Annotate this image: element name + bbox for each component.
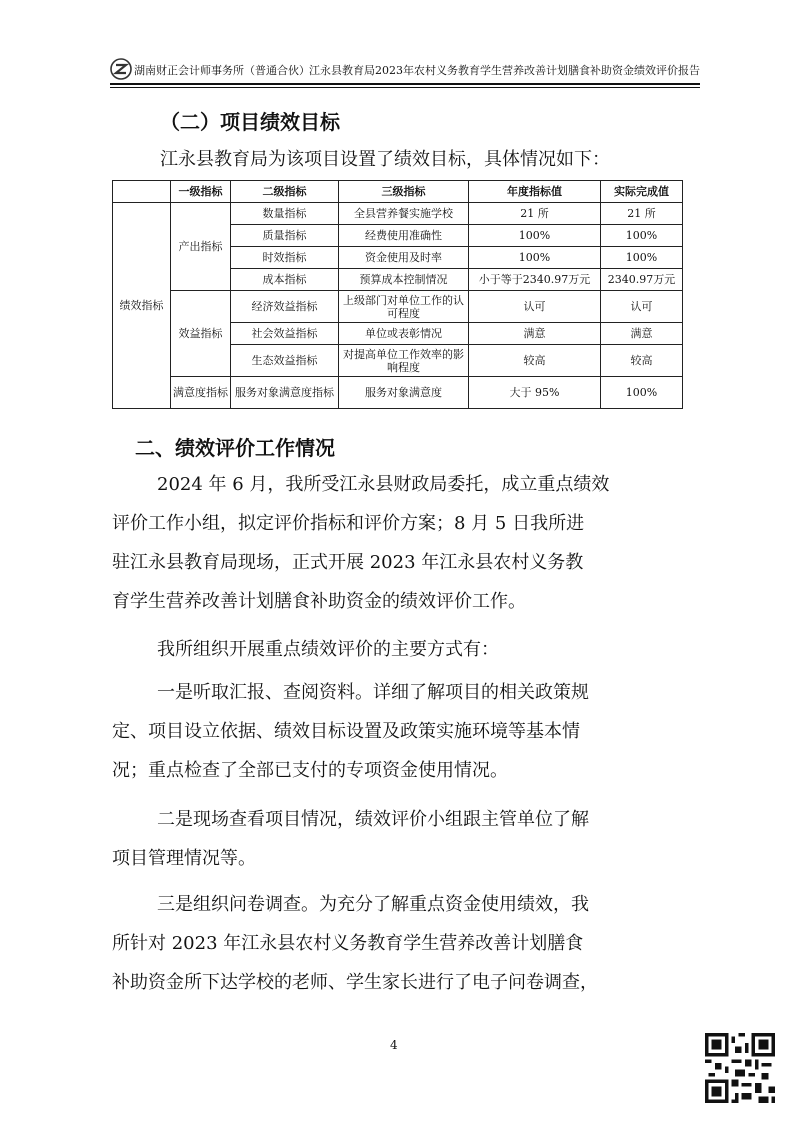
category-cell: 效益指标 — [171, 291, 231, 377]
paragraph-2: 我所组织开展重点绩效评价的主要方式有： — [157, 639, 499, 660]
table-header: 三级指标 — [339, 181, 469, 203]
table-cell: 预算成本控制情况 — [339, 269, 469, 291]
paragraph-4: 二是现场查看项目情况，绩效评价小组跟主管单位了解 项目管理情况等。 — [112, 809, 589, 869]
table-cell: 对提高单位工作效率的影响程度 — [339, 345, 469, 377]
table-header: 二级指标 — [231, 181, 339, 203]
table-cell: 单位或表彰情况 — [339, 323, 469, 345]
table-cell: 较高 — [601, 345, 683, 377]
table-row — [113, 377, 683, 409]
table-cell: 满意 — [469, 323, 601, 345]
table-cell: 认可 — [601, 291, 683, 323]
table-cell: 服务对象满意度 — [339, 377, 469, 409]
table-cell: 100% — [469, 225, 601, 247]
table-cell: 经费使用准确性 — [339, 225, 469, 247]
table-cell: 时效指标 — [231, 247, 339, 269]
table-cell: 100% — [601, 377, 683, 409]
table-cell: 21 所 — [601, 203, 683, 225]
section-heading-goals: （二）项目绩效目标 — [160, 110, 340, 134]
table-corner-cell — [113, 181, 171, 203]
table-cell: 满意 — [601, 323, 683, 345]
table-header-row — [113, 181, 683, 203]
table-cell: 小于等于2340.97万元 — [469, 269, 601, 291]
table-cell: 21 所 — [469, 203, 601, 225]
table-cell: 100% — [601, 247, 683, 269]
table-cell: 大于 95% — [469, 377, 601, 409]
paragraph-5: 三是组织问卷调查。为充分了解重点资金使用绩效，我 所针对 2023 年江永县农村义务教育学生营养改善计划膳食 补助资金所下达学校的老师、学生家长进行了电子问卷调查， — [112, 894, 598, 993]
page-header — [110, 58, 700, 82]
table-cell: 2340.97万元 — [601, 269, 683, 291]
table-header: 实际完成值 — [601, 181, 683, 203]
table-cell: 较高 — [469, 345, 601, 377]
table-cell: 服务对象满意度指标 — [231, 377, 339, 409]
table-header: 一级指标 — [171, 181, 231, 203]
paragraph-1: 2024 年 6 月，我所受江永县财政局委托，成立重点绩效 评价工作小组，拟定评价指标和评价方案；8 月 5 日我所进 驻江永县教育局现场，正式开展 2023 年江永县农村义务教 育学生营养改善计划膳食补助资金的绩效评价工作。 — [112, 474, 610, 612]
table-cell: 100% — [469, 247, 601, 269]
category-cell: 满意度指标 — [171, 377, 231, 409]
firm-name: 湖南财正会计师事务所（普通合伙） — [134, 64, 310, 77]
table-cell: 社会效益指标 — [231, 323, 339, 345]
group-label-cell: 绩效指标 — [113, 203, 171, 409]
table-row — [113, 203, 683, 225]
table-cell: 认可 — [469, 291, 601, 323]
table-header: 年度指标值 — [469, 181, 601, 203]
performance-goals-table — [112, 180, 683, 409]
header-rule-thin — [110, 87, 700, 88]
table-cell: 数量指标 — [231, 203, 339, 225]
table-cell: 经济效益指标 — [231, 291, 339, 323]
table-cell: 成本指标 — [231, 269, 339, 291]
table-cell: 资金使用及时率 — [339, 247, 469, 269]
firm-logo-icon — [110, 58, 132, 80]
page-number: 4 — [390, 1038, 398, 1052]
table-cell: 100% — [601, 225, 683, 247]
qr-code-icon — [705, 1033, 775, 1103]
table-cell: 生态效益指标 — [231, 345, 339, 377]
table-cell: 上级部门对单位工作的认可程度 — [339, 291, 469, 323]
header-rule-thick — [110, 83, 700, 85]
table-row — [113, 291, 683, 323]
paragraph-3: 一是听取汇报、查阅资料。详细了解项目的相关政策规 定、项目设立依据、绩效目标设置及政策实施环境等基本情 况；重点检查了全部已支付的专项资金使用情况。 — [112, 682, 589, 781]
table-cell: 质量指标 — [231, 225, 339, 247]
category-cell: 产出指标 — [171, 203, 231, 291]
goals-intro: 江永县教育局为该项目设置了绩效目标，具体情况如下： — [160, 149, 610, 170]
report-title: 江永县教育局2023年农村义务教育学生营养改善计划膳食补助资金绩效评价报告 — [309, 64, 700, 77]
section-heading-evaluation: 二、绩效评价工作情况 — [135, 436, 335, 460]
table-cell: 全县营养餐实施学校 — [339, 203, 469, 225]
